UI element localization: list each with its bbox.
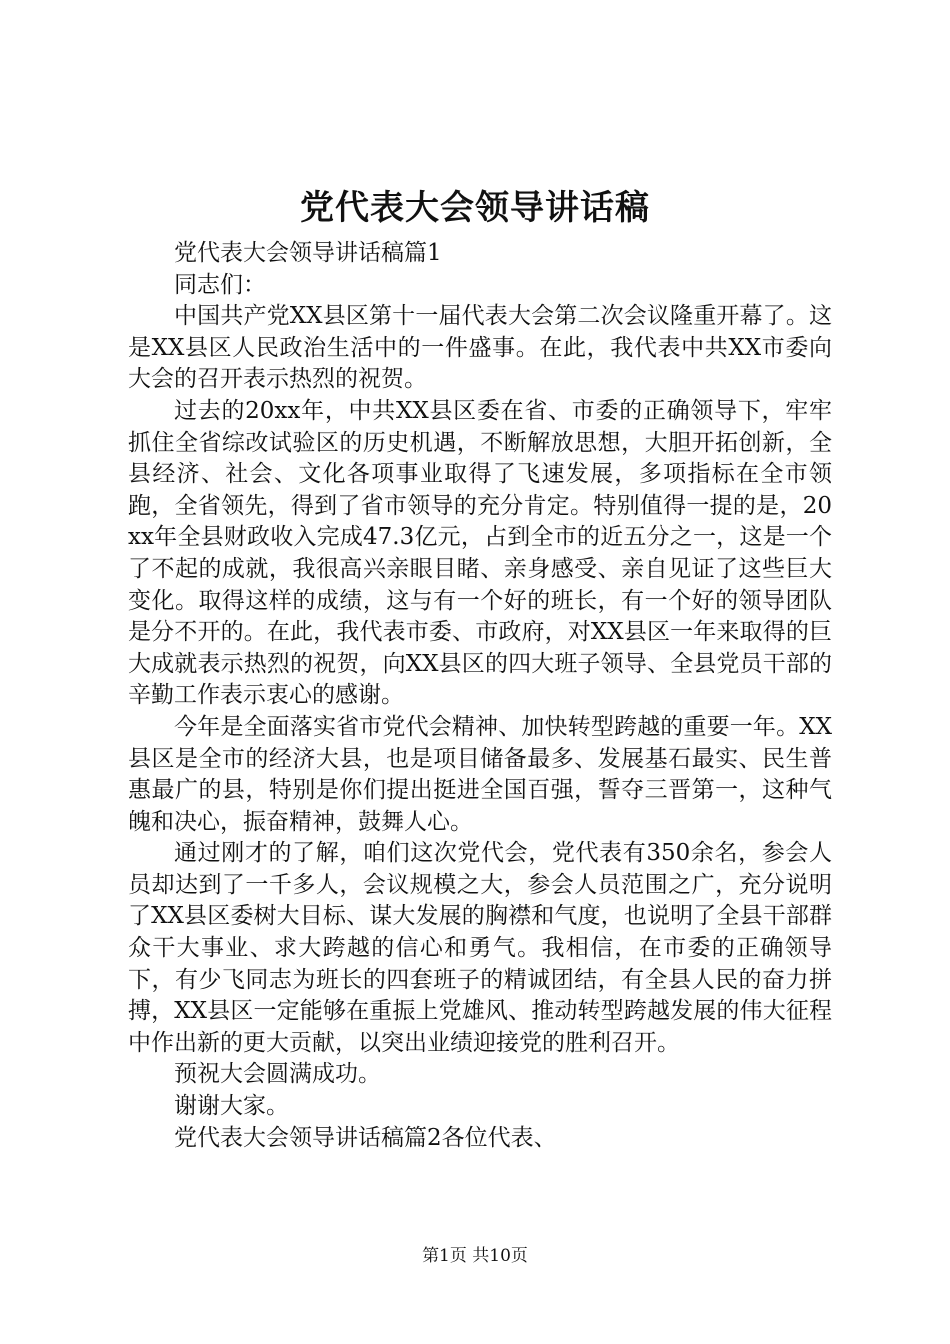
document-title: 党代表大会领导讲话稿 bbox=[300, 188, 650, 228]
body-paragraph: 中国共产党XX县区第十一届代表大会第二次会议隆重开幕了。这是XX县区人民政治生活中的一件盛事。在此，我代表中共XX市委向大会的召开表示热烈的祝贺。 bbox=[128, 303, 832, 393]
body-paragraph: 通过刚才的了解，咱们这次党代会，党代表有350余名，参会人员却达到了一千多人，会议规模之大，参会人员范围之广，充分说明了XX县区委树大目标、谋大发展的胸襟和气度，也说明了全县干部群众干大事业、求大跨越的信心和勇气。我相信，在市委的正确领导下，有少飞同志为班长的四套班子的精诚团结，有全县人民的奋力拼搏，XX县区一定能够在重振上党雄风、推动转型跨越发展的伟大征程中作出新的更大贡献，以突出业绩迎接党的胜利召开。 bbox=[128, 840, 832, 1056]
salutation: 同志们： bbox=[174, 271, 266, 298]
body-paragraph: 今年是全面落实省市党代会精神、加快转型跨越的重要一年。XX县区是全市的经济大县，也是项目储备最多、发展基石最实、民生普惠最广的县，特别是你们提出挺进全国百强，誓夺三晋第一，这种气魄和决心，振奋精神，鼓舞人心。 bbox=[128, 713, 832, 835]
document-body bbox=[128, 238, 832, 1154]
closing-thanks: 谢谢大家。 bbox=[174, 1093, 289, 1120]
section-heading: 党代表大会领导讲话稿篇2各位代表、 bbox=[174, 1124, 557, 1151]
body-paragraph: 过去的20xx年，中共XX县区委在省、市委的正确领导下，牢牢抓住全省综改试验区的历史机遇，不断解放思想，大胆开拓创新，全县经济、社会、文化各项事业取得了飞速发展，多项指标在全市领跑，全省领先，得到了省市领导的充分肯定。特别值得一提的是，20xx年全县财政收入完成47.3亿元，占到全市的近五分之一，这是一个了不起的成就，我很高兴亲眼目睹、亲身感受、亲自见证了这些巨大变化。取得这样的成绩，这与有一个好的班长，有一个好的领导团队是分不开的。在此，我代表市委、市政府，对XX县区一年来取得的巨大成就表示热烈的祝贺，向XX县区的四大班子领导、全县党员干部的辛勤工作表示衷心的感谢。 bbox=[128, 397, 832, 709]
closing-wish: 预祝大会圆满成功。 bbox=[174, 1061, 381, 1088]
section-heading: 党代表大会领导讲话稿篇1 bbox=[174, 240, 442, 266]
page-number: 第1页 共10页 bbox=[422, 1246, 528, 1266]
